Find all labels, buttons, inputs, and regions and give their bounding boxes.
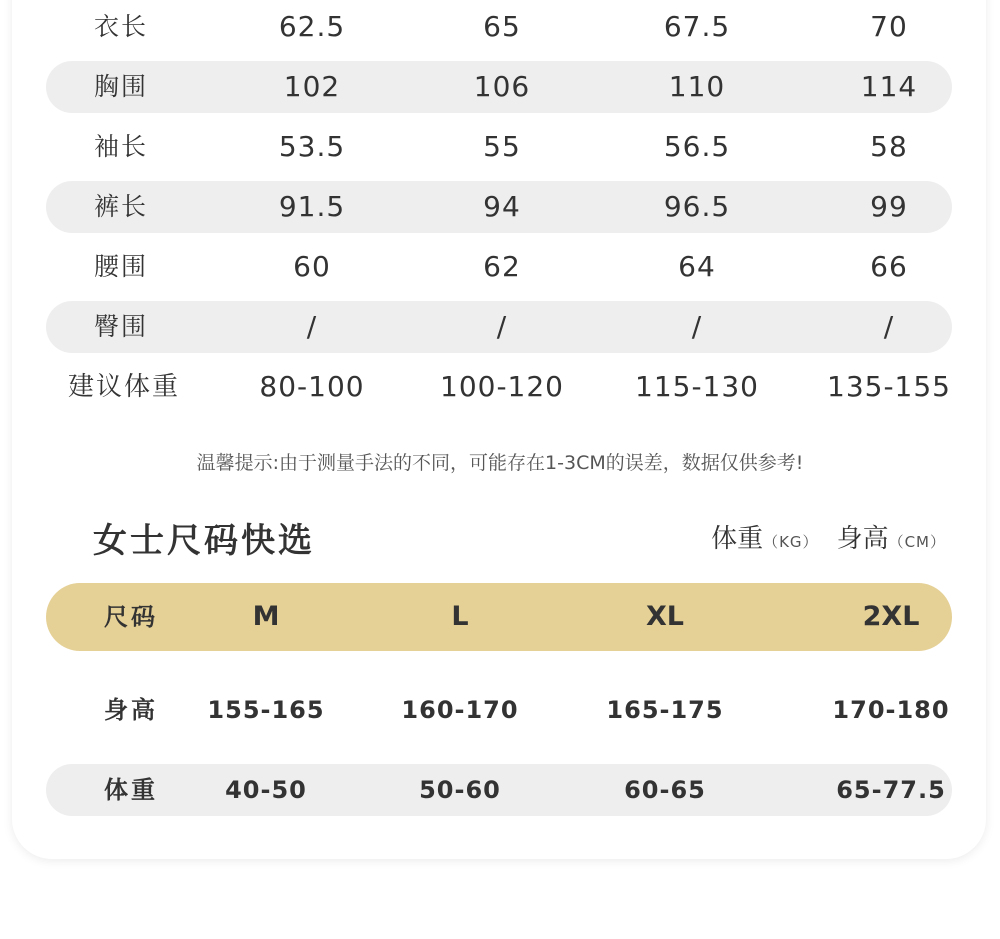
cell-value: 66 — [870, 250, 908, 283]
cell-value: 102 — [283, 70, 341, 103]
weight-legend-label: 体重 — [711, 524, 764, 554]
cell-value: 60-65 — [624, 776, 706, 804]
table-row — [46, 241, 952, 293]
cell-value: 110 — [668, 70, 726, 103]
cell-value: 70 — [870, 10, 908, 43]
cell-value: 160-170 — [401, 696, 519, 724]
cell-value: 53.5 — [278, 130, 346, 163]
size-header-label: 尺码 — [104, 603, 158, 631]
row-label: 裤长 — [93, 192, 148, 221]
row-label: 臀围 — [93, 312, 148, 341]
cell-value: 99 — [870, 190, 908, 223]
cell-value: / — [691, 310, 703, 343]
row-label: 衣长 — [93, 12, 148, 41]
height-unit: （CM） — [888, 533, 946, 551]
cell-value: 65-77.5 — [836, 776, 946, 804]
cell-value: 62 — [483, 250, 521, 283]
table-row — [46, 684, 952, 736]
cell-value: 80-100 — [259, 370, 365, 403]
row-label: 身高 — [104, 696, 158, 724]
table-row — [46, 301, 952, 353]
section-title: 女士尺码快选 — [93, 521, 315, 561]
measurement-tip: 温馨提示:由于测量手法的不同，可能存在1-3CM的误差，数据仅供参考! — [196, 452, 804, 474]
cell-value: 165-175 — [606, 696, 724, 724]
row-label: 袖长 — [93, 132, 148, 161]
cell-value: 94 — [483, 190, 521, 223]
size-header-bar — [46, 583, 952, 651]
cell-value: 40-50 — [225, 776, 307, 804]
height-legend-label: 身高 — [836, 524, 889, 554]
cell-value: 55 — [483, 130, 521, 163]
cell-value: 114 — [860, 70, 918, 103]
cell-value: 170-180 — [832, 696, 950, 724]
cell-value: 96.5 — [663, 190, 731, 223]
row-label: 建议体重 — [67, 372, 180, 402]
cell-value: 62.5 — [278, 10, 346, 43]
table-row — [46, 61, 952, 113]
row-label: 腰围 — [93, 252, 148, 281]
cell-value: 115-130 — [635, 370, 759, 403]
table-row — [46, 181, 952, 233]
cell-value: 100-120 — [440, 370, 564, 403]
cell-value: / — [883, 310, 895, 343]
size-option: 2XL — [862, 601, 920, 632]
size-option: XL — [645, 601, 685, 632]
weight-unit: （KG） — [763, 533, 819, 551]
row-label: 体重 — [104, 776, 158, 804]
cell-value: 135-155 — [827, 370, 951, 403]
cell-value: 65 — [483, 10, 521, 43]
cell-value: 91.5 — [278, 190, 346, 223]
cell-value: 50-60 — [419, 776, 501, 804]
size-option: L — [451, 601, 469, 632]
table-row — [46, 764, 952, 816]
cell-value: / — [306, 310, 318, 343]
table-row — [46, 361, 952, 413]
table-row — [46, 1, 952, 53]
cell-value: / — [496, 310, 508, 343]
row-label: 胸围 — [93, 72, 148, 101]
cell-value: 60 — [293, 250, 331, 283]
cell-value: 106 — [473, 70, 531, 103]
size-option: M — [252, 601, 280, 632]
cell-value: 56.5 — [663, 130, 731, 163]
cell-value: 58 — [870, 130, 908, 163]
table-row — [46, 121, 952, 173]
cell-value: 155-165 — [207, 696, 325, 724]
cell-value: 67.5 — [663, 10, 731, 43]
unit-legend — [711, 518, 946, 555]
cell-value: 64 — [678, 250, 716, 283]
